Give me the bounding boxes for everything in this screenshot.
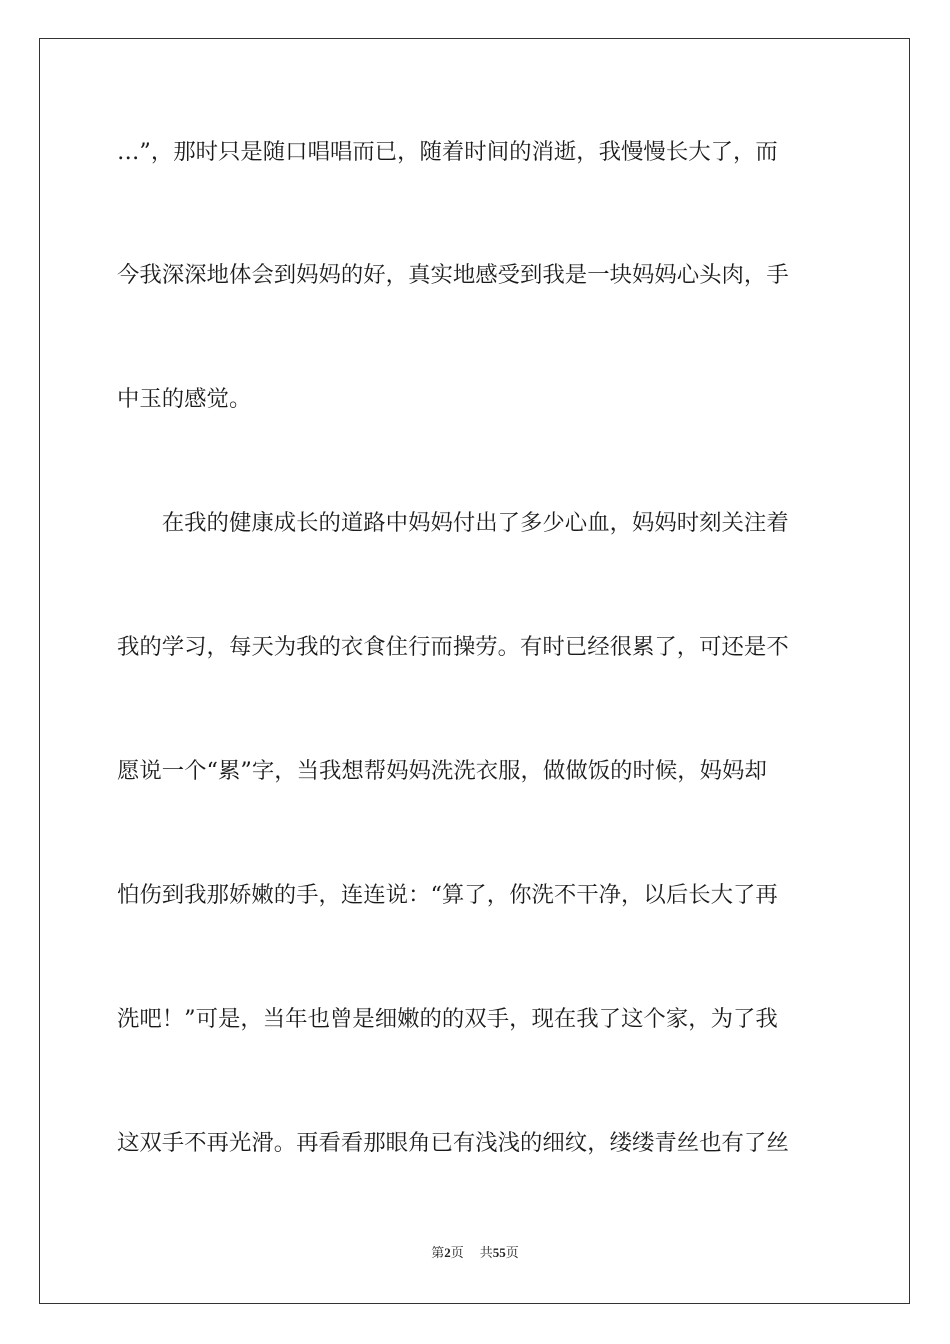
page-suffix: 页 [450,1246,464,1261]
text-line-4: 在我的健康成长的道路中妈妈付出了多少心血，妈妈时刻关注着 [117,510,789,536]
page-border [39,38,910,1304]
text-line-2: 今我深深地体会到妈妈的好，真实地感受到我是一块妈妈心头肉，手 [117,262,789,288]
text-line-1: …”，那时只是随口唱唱而已，随着时间的消逝，我慢慢长大了，而 [117,139,778,165]
total-prefix: 共 [479,1246,493,1261]
total-suffix: 页 [505,1246,519,1261]
text-line-5: 我的学习，每天为我的衣食住行而操劳。有时已经很累了，可还是不 [117,634,789,660]
text-line-8: 洗吧！”可是，当年也曾是细嫩的的双手，现在我了这个家，为了我 [117,1006,778,1032]
text-line-3: 中玉的感觉。 [117,386,252,412]
text-line-6: 愿说一个“累”字，当我想帮妈妈洗洗衣服，做做饭的时候，妈妈却 [117,758,767,784]
text-line-7: 怕伤到我那娇嫩的手，连连说：“算了，你洗不干净，以后长大了再 [117,882,778,908]
page-footer [0,1244,950,1263]
page-number: 2 [444,1245,451,1260]
total-pages: 55 [492,1245,506,1260]
page-prefix: 第 [431,1246,445,1261]
text-line-9: 这双手不再光滑。再看看那眼角已有浅浅的细纹，缕缕青丝也有了丝 [117,1130,789,1156]
